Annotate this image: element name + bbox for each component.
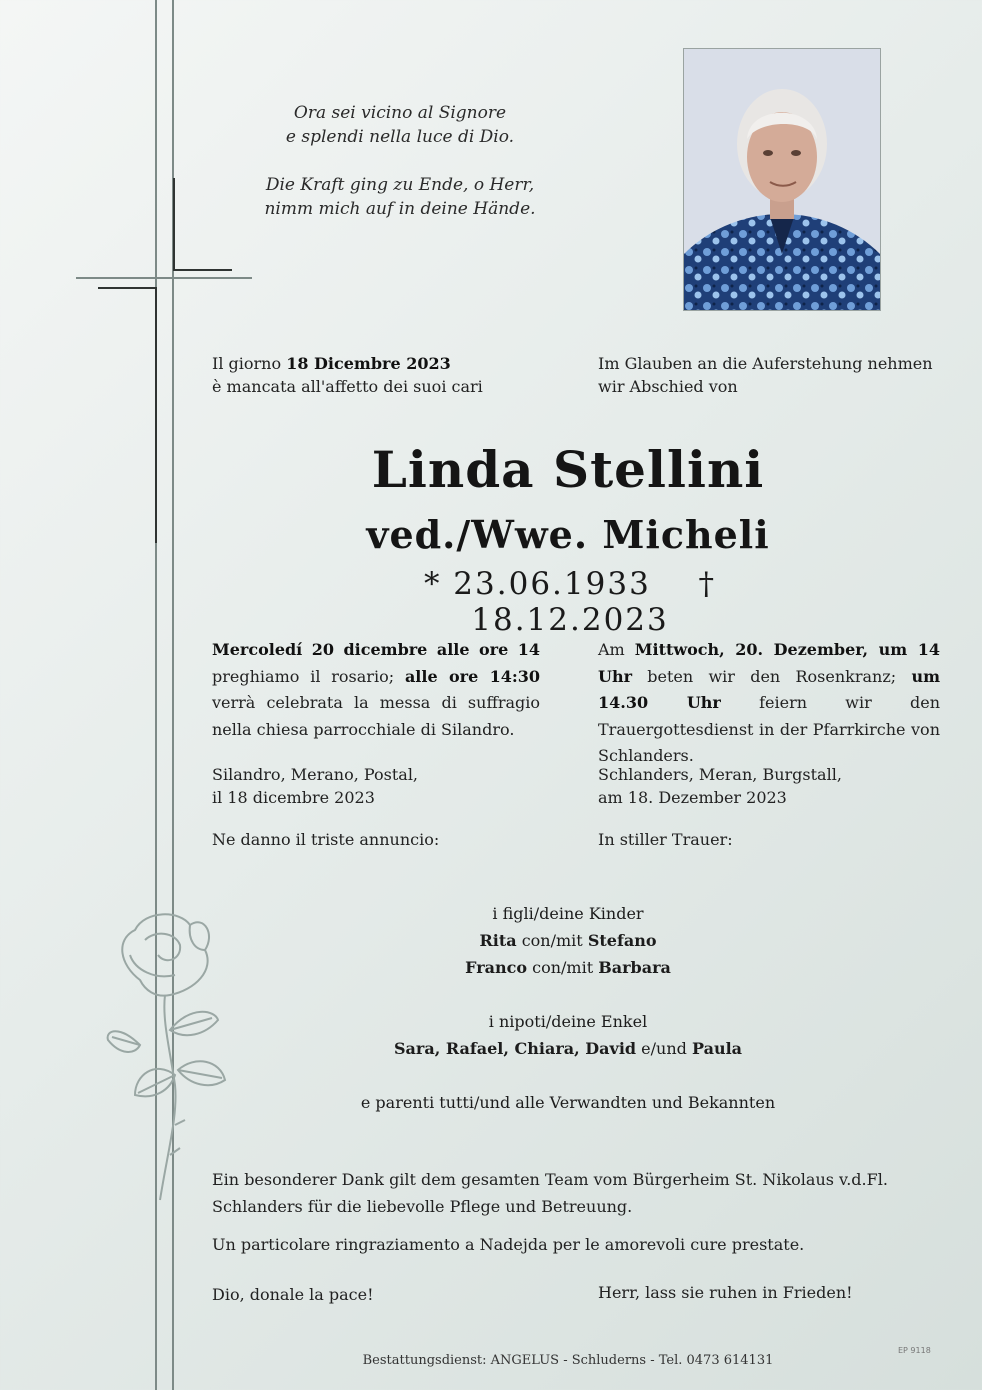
closing-italian: Dio, donale la pace!: [212, 1285, 374, 1304]
relatives-line: e parenti tutti/und alle Verwandten und Bekannten: [360, 1093, 776, 1112]
quote-de-line1: Die Kraft ging zu Ende, o Herr,: [265, 175, 535, 195]
service-de-day: Mittwoch, 20. Dezember, um 14 Uhr: [598, 640, 941, 686]
places-it-line2: il 18 dicembre 2023: [212, 788, 375, 807]
funeral-service-footer: Bestattungsdienst: ANGELUS - Schluderns - Tel. 0473 614131: [362, 1353, 774, 1368]
service-de-text1: beten wir den Rosenkranz;: [632, 666, 912, 686]
service-it-time2: alle ore 14:30: [404, 666, 540, 686]
death-date: † 18.12.2023: [471, 566, 717, 638]
child1-partner: Stefano: [587, 931, 657, 950]
intro-de-line1: Im Glauben an die Auferstehung nehmen: [598, 354, 933, 373]
intro-italian: [212, 352, 542, 398]
grandchildren-names: Sara, Rafael, Chiara, David: [393, 1039, 637, 1058]
deceased-name: Linda Stellini: [371, 440, 765, 499]
intro-german: [598, 352, 958, 398]
child1-name: Rita: [479, 931, 517, 950]
places-de-line2: am 18. Dezember 2023: [598, 788, 787, 807]
service-de-text2: feiern wir den Trauergottesdienst in der Pfarrkirche von Schlanders.: [598, 693, 941, 765]
child2-with: con/mit: [527, 958, 599, 977]
grandchildren-row: [230, 1035, 906, 1062]
religious-quote: [230, 101, 570, 221]
grandchildren-last: Paula: [691, 1039, 743, 1058]
grandchildren-and: e/und: [636, 1039, 692, 1058]
document-code: EP 9118: [898, 1346, 931, 1355]
child-row-2: [230, 954, 906, 981]
closing-german: Herr, lass sie ruhen in Frieden!: [598, 1283, 853, 1302]
quote-it-line2: e splendi nella luce di Dio.: [285, 127, 515, 147]
intro-it-date: 18 Dicembre 2023: [286, 354, 451, 373]
child1-with: con/mit: [516, 931, 588, 950]
thanks-italian: Un particolare ringraziamento a Nadejda per le amorevoli cure prestate.: [212, 1235, 805, 1254]
intro-de-line2: wir Abschied von: [598, 377, 738, 396]
service-it-day: Mercoledí 20 dicembre alle ore 14: [212, 640, 540, 659]
service-it-text1: preghiamo il rosario;: [212, 666, 405, 686]
intro-it-line2: è mancata all'affetto dei suoi cari: [212, 377, 483, 396]
places-german: [598, 763, 938, 809]
grandchildren-label: i nipoti/deine Enkel: [488, 1012, 648, 1031]
service-de-time2: um 14.30 Uhr: [598, 666, 940, 712]
service-it-text2: verrà celebrata la messa di suffragio nella chiesa parrocchiale di Silandro.: [212, 693, 540, 739]
child2-partner: Barbara: [598, 958, 671, 977]
service-de-prefix: Am: [598, 640, 635, 659]
announce-italian: Ne danno il triste annuncio:: [212, 830, 440, 849]
life-dates: [350, 566, 790, 638]
portrait-photo: [683, 48, 881, 311]
places-de-line1: Schlanders, Meran, Burgstall,: [598, 765, 842, 784]
family-list: [230, 900, 906, 1116]
children-label: i figli/deine Kinder: [492, 904, 644, 923]
service-italian: [212, 637, 540, 743]
thanks-german: Ein besonderer Dank gilt dem gesamten Team vom Bürgerheim St. Nikolaus v.d.Fl. Schlanders für die liebevolle Pflege und Betreuung.: [212, 1170, 888, 1216]
intro-it-prefix: Il giorno: [212, 354, 282, 373]
places-italian: [212, 763, 542, 809]
places-it-line1: Silandro, Merano, Postal,: [212, 765, 419, 784]
service-german: [598, 637, 940, 770]
child2-name: Franco: [465, 958, 528, 977]
announce-german: In stiller Trauer:: [598, 830, 733, 849]
birth-date: * 23.06.1933: [423, 566, 651, 602]
deceased-widow-of: ved./Wwe. Micheli: [366, 512, 770, 557]
child-row-1: [230, 927, 906, 954]
quote-de-line2: nimm mich auf in deine Hände.: [264, 199, 536, 219]
quote-it-line1: Ora sei vicino al Signore: [293, 103, 507, 123]
